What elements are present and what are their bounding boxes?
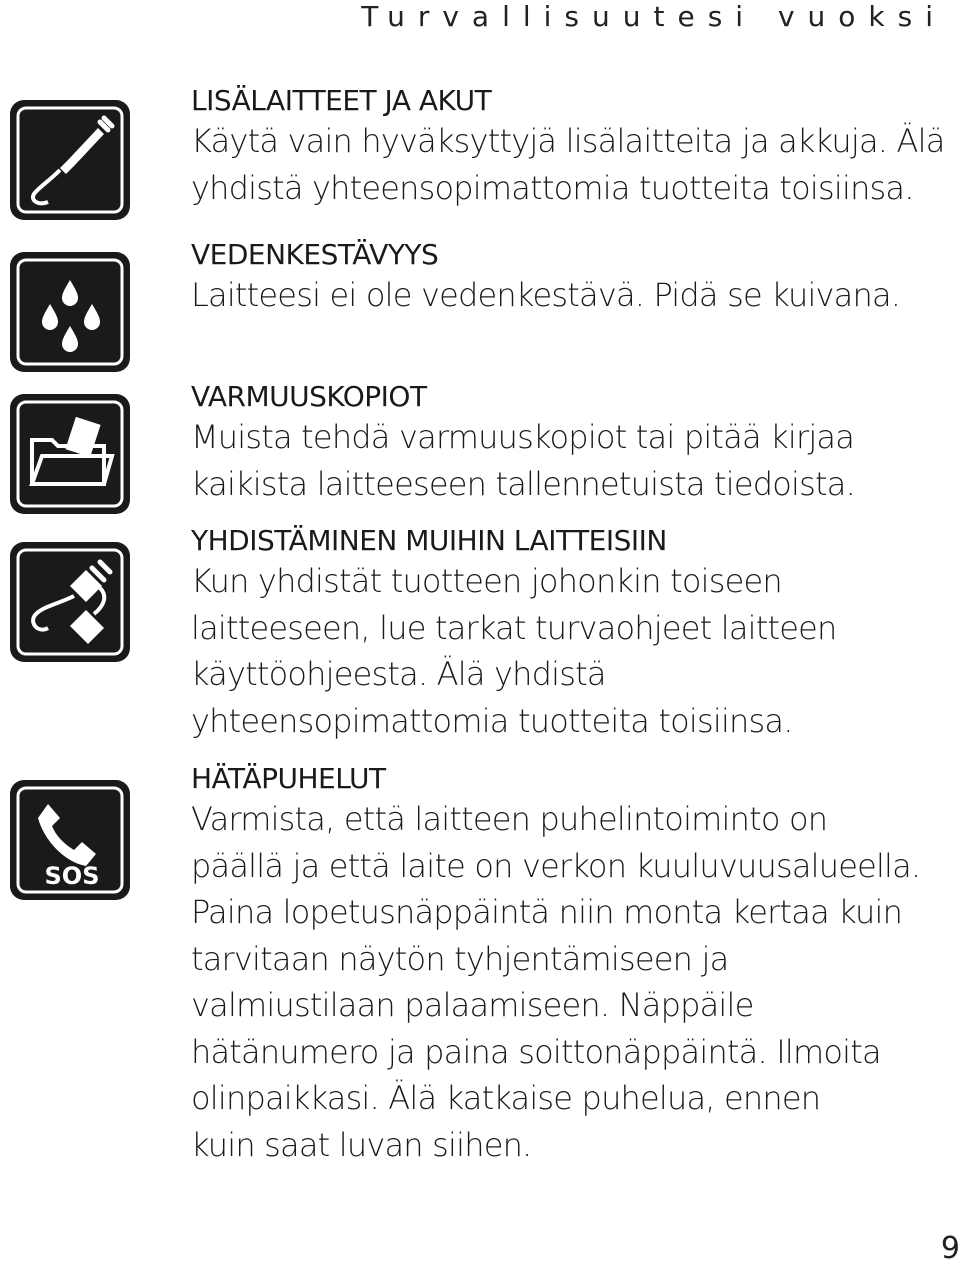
section-heading: LISÄLAITTEET JA AKUT <box>191 84 492 117</box>
accessory-cable-icon <box>8 98 132 222</box>
section-body: Laitteesi ei ole vedenkestävä. Pidä se kuivana. <box>191 276 901 314</box>
section-connecting <box>191 524 951 744</box>
plug-connector-icon <box>8 540 132 664</box>
section-accessories <box>191 84 951 211</box>
sos-label: SOS <box>44 862 100 890</box>
section-body: Muista tehdä varmuuskopiot tai pitää kirjaa kaikista laitteeseen tallennetuista tiedoista. <box>191 418 855 503</box>
section-heading: VARMUUSKOPIOT <box>191 380 427 413</box>
section-heading: HÄTÄPUHELUT <box>191 762 386 795</box>
section-body: Kun yhdistät tuotteen johonkin toiseen laitteeseen, lue tarkat turvaohjeet laitteen käyttöohjeesta. Älä yhdistä yhteensopimattomia tuotteita toisiinsa. <box>191 562 837 740</box>
folder-backup-icon <box>8 392 132 516</box>
section-body: Varmista, että laitteen puhelintoiminto on päällä ja että laite on verkon kuuluvuusalueella. Paina lopetusnäppäintä niin monta kertaa kuin tarvitaan näytön tyhjentämiseen ja valmiustilaan palaamiseen. Näppäile hätänumero ja paina soittonäppäintä. Ilmoita olinpaikkasi. Älä katkaise puhelua, ennen kuin saat luvan siihen. <box>191 800 921 1164</box>
section-backups <box>191 380 951 507</box>
section-body: Käytä vain hyväksyttyjä lisälaitteita ja akkuja. Älä yhdistä yhteensopimattomia tuotteita toisiinsa. <box>191 122 945 207</box>
section-water-resistance <box>191 238 951 319</box>
section-heading: VEDENKESTÄVYYS <box>191 238 439 271</box>
section-emergency-calls <box>191 762 951 1168</box>
running-header: Turvallisuutesi vuoksi <box>361 0 946 33</box>
water-drops-icon <box>8 250 132 374</box>
phone-sos-icon <box>8 778 132 902</box>
section-heading: YHDISTÄMINEN MUIHIN LAITTEISIIN <box>191 524 667 557</box>
page-number: 9 <box>940 1231 960 1266</box>
